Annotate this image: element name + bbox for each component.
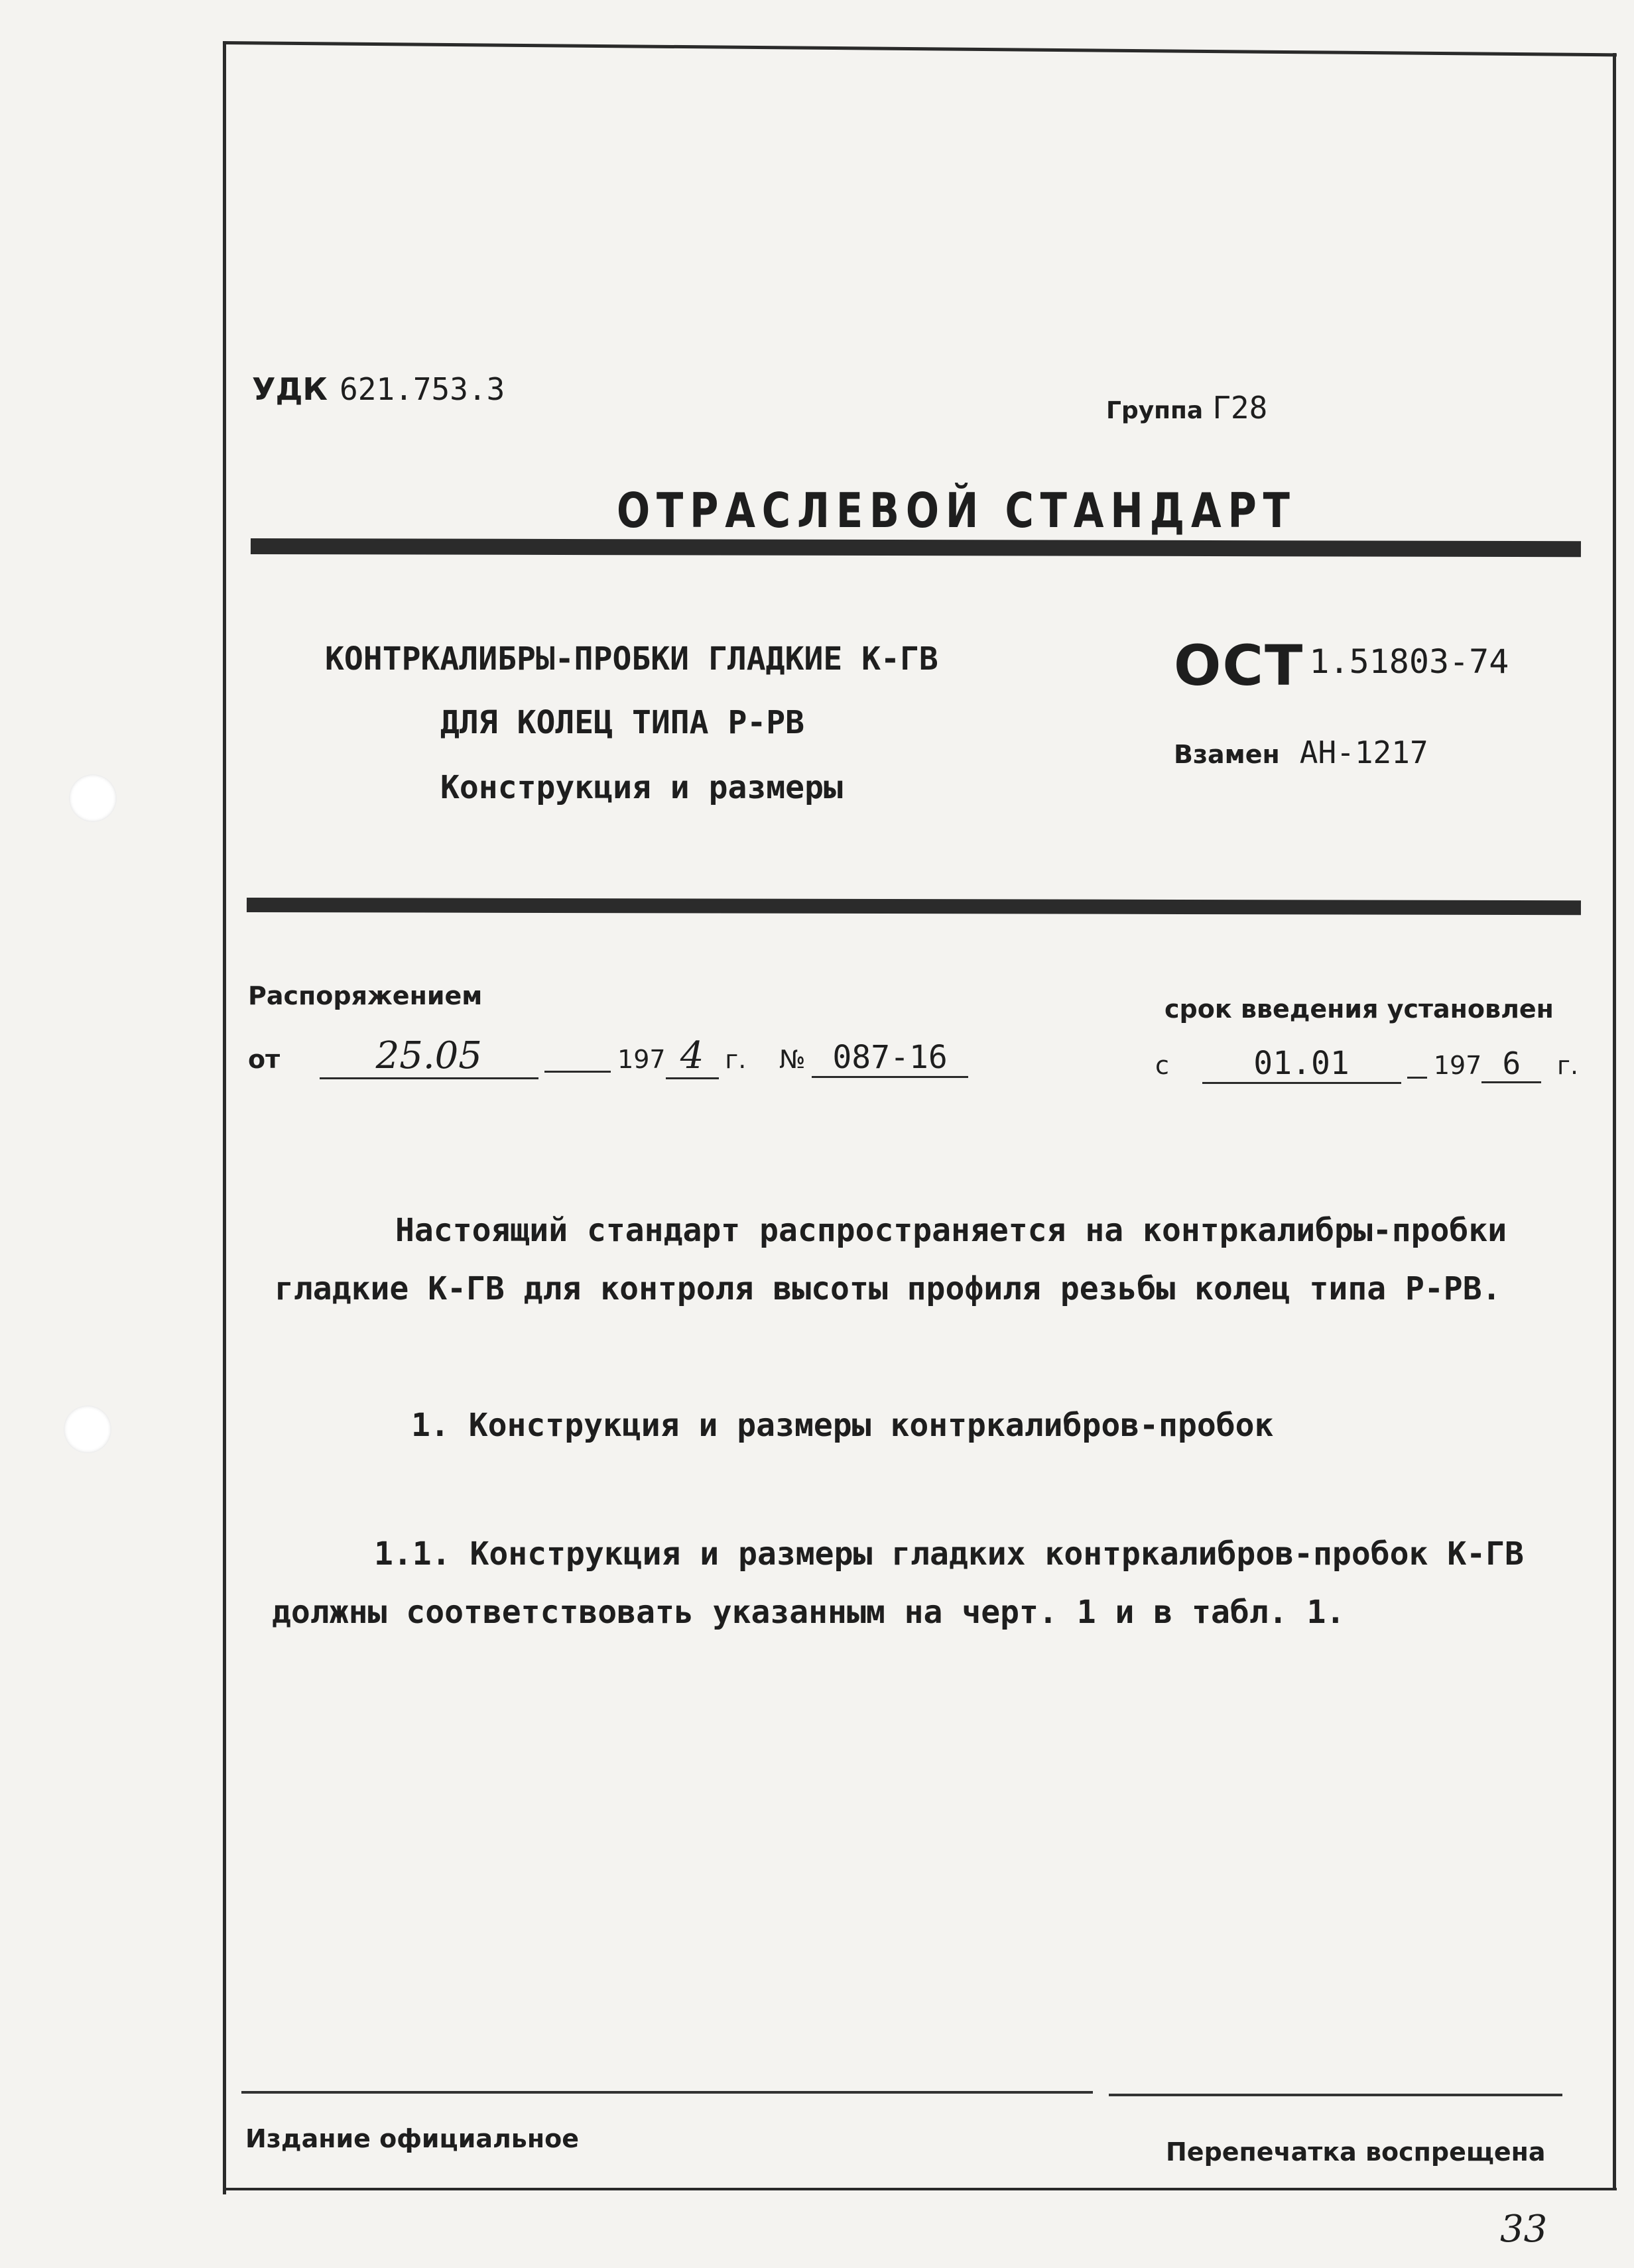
- replaces-line: [1174, 735, 1428, 770]
- doc-title-line-1: КОНТРКАЛИБРЫ-ПРОБКИ ГЛАДКИЕ К-ГВ: [325, 640, 938, 678]
- frame-bottom-border: [223, 2188, 1617, 2190]
- page-number: 33: [1500, 2208, 1548, 2251]
- effective-date: 01.01: [1202, 1045, 1401, 1084]
- ost-number: 1.51803-74: [1309, 642, 1509, 681]
- clause-line-2: должны соответствовать указанным на черт. 1 и в табл. 1.: [272, 1594, 1346, 1631]
- effective-year-prefix: 197: [1433, 1051, 1482, 1080]
- order-number: 087-16: [812, 1039, 968, 1078]
- group-code: [1106, 390, 1267, 426]
- effective-year-suffix: г.: [1557, 1051, 1579, 1080]
- header-rule-top: [251, 538, 1581, 557]
- clause-line-1: 1.1. Конструкция и размеры гладких контркалибров-пробок К-ГВ: [374, 1535, 1524, 1573]
- order-year-suffix: г.: [725, 1045, 747, 1074]
- udk-code: [252, 371, 505, 407]
- section-heading: 1. Конструкция и размеры контркалибров-пробок: [411, 1407, 1274, 1444]
- group-value: Г28: [1212, 390, 1268, 426]
- effective-date-blank: [1407, 1064, 1427, 1079]
- reprint-prohibited-label: Перепечатка воспрещена: [1166, 2137, 1546, 2167]
- header-rule-bottom: [247, 898, 1581, 915]
- ost-designation: [1174, 633, 1509, 698]
- udk-value: 621.753.3: [340, 371, 505, 407]
- intro-line-2: гладкие К-ГВ для контроля высоты профиля резьбы колец типа Р-РВ.: [275, 1270, 1501, 1307]
- footer-rule-left: [241, 2091, 1093, 2094]
- punch-hole-top: [69, 774, 117, 822]
- doc-title-line-3: Конструкция и размеры: [440, 769, 843, 806]
- ost-prefix: ОСТ: [1174, 633, 1304, 698]
- frame-top-border: [223, 41, 1617, 56]
- order-from-label: от: [248, 1045, 281, 1074]
- frame-right-border: [1613, 53, 1616, 2188]
- udk-label: УДК: [252, 371, 328, 407]
- frame-left-border: [223, 41, 226, 2194]
- effective-label: срок введения установлен: [1164, 994, 1554, 1024]
- replaces-label: Взамен: [1174, 740, 1280, 769]
- effective-from-label: с: [1155, 1051, 1169, 1080]
- doc-title-line-2: ДЛЯ КОЛЕЦ ТИПА Р-РВ: [440, 704, 805, 741]
- order-line: [248, 1034, 968, 1087]
- effective-year-digit: 6: [1481, 1045, 1541, 1083]
- effective-line: [1155, 1045, 1578, 1098]
- order-number-label: №: [779, 1045, 806, 1074]
- replaces-value: АН-1217: [1299, 735, 1428, 770]
- order-year-digit: 4: [666, 1034, 719, 1079]
- group-label: Группа: [1106, 397, 1204, 424]
- intro-line-1: Настоящий стандарт распространяется на контркалибры-пробки: [395, 1212, 1507, 1249]
- order-label: Распоряжением: [248, 981, 483, 1010]
- order-date: 25.05: [320, 1034, 538, 1079]
- order-year-prefix: 197: [617, 1045, 666, 1074]
- punch-hole-bottom: [64, 1405, 111, 1453]
- header-title: ОТРАСЛЕВОЙ СТАНДАРТ: [617, 483, 1296, 538]
- order-date-blank: [544, 1058, 611, 1073]
- official-edition-label: Издание официальное: [245, 2124, 579, 2153]
- footer-rule-right: [1109, 2094, 1562, 2096]
